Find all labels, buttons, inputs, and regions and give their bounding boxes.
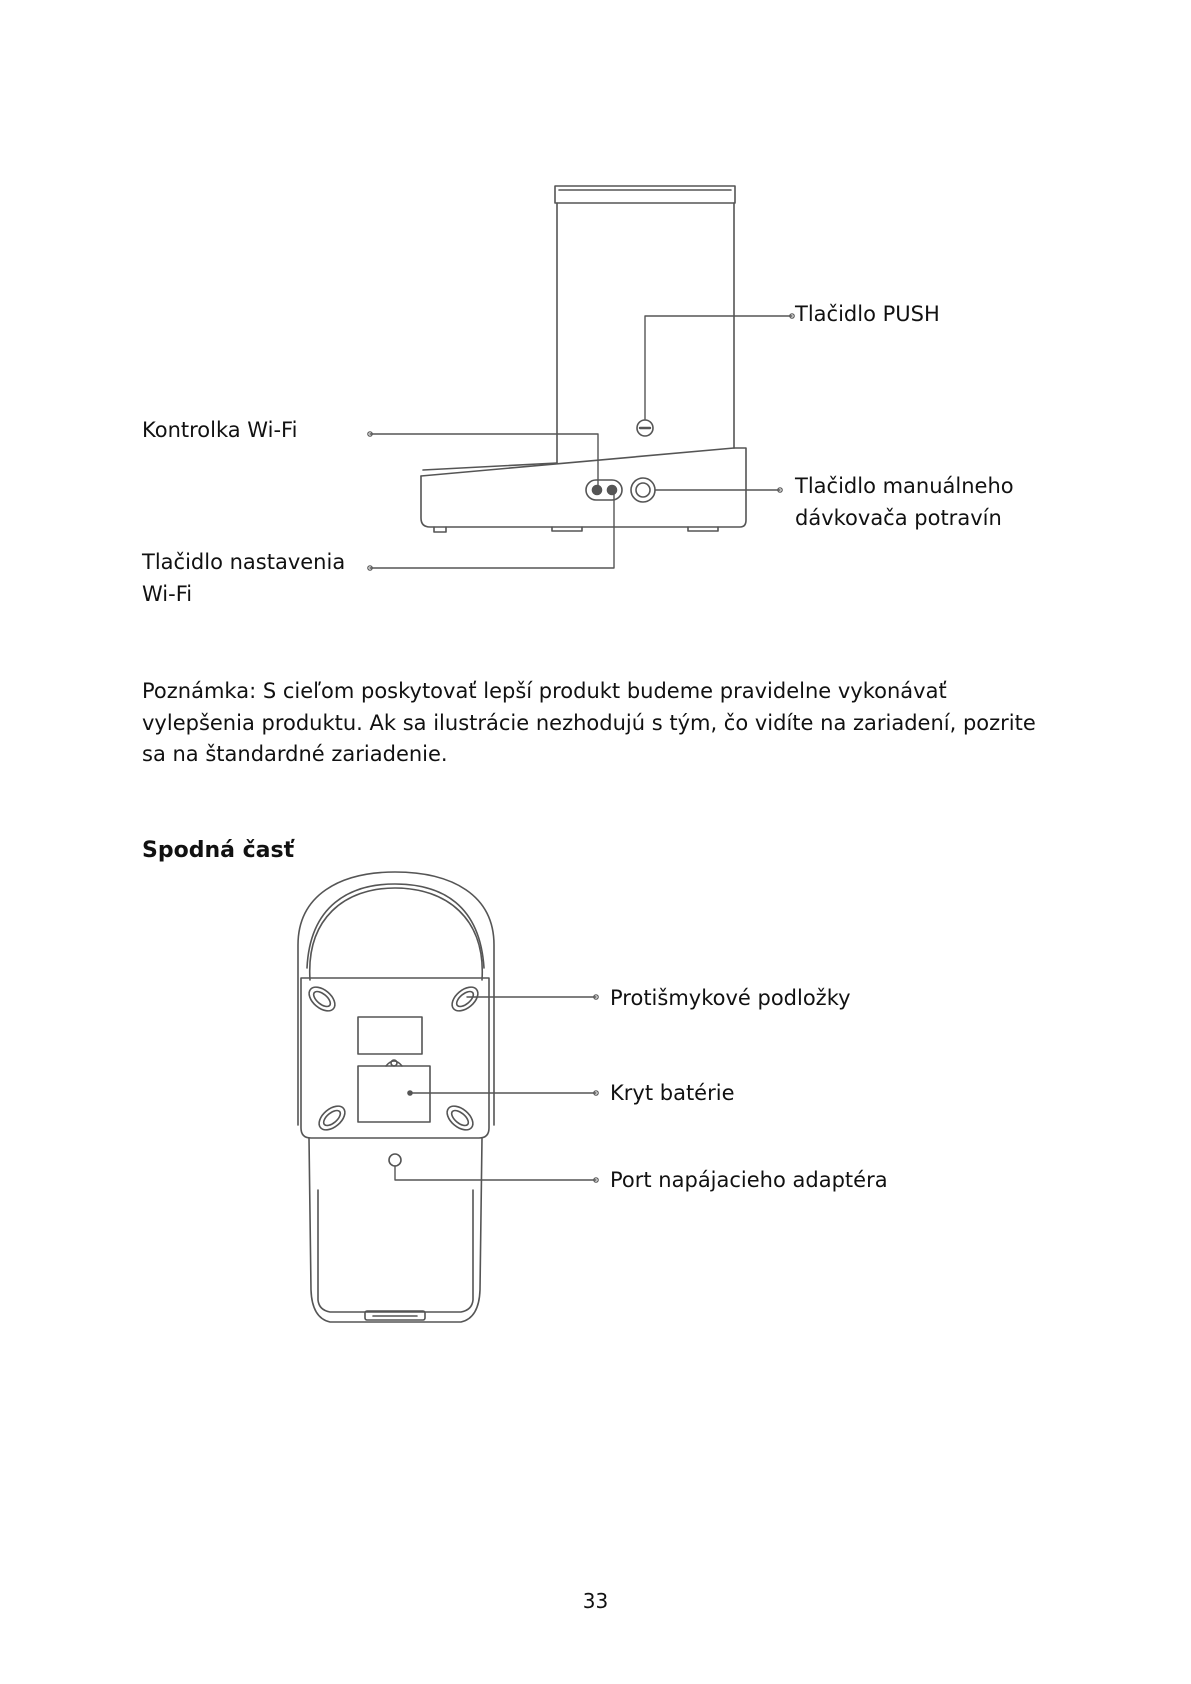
- label-battery-cover: Kryt batérie: [610, 1081, 735, 1105]
- label-wifi-indicator: Kontrolka Wi-Fi: [142, 418, 298, 442]
- page-number: 33: [582, 1589, 609, 1613]
- note-paragraph: Poznámka: S cieľom poskytovať lepší produkt budeme pravidelne vykonávať vylepšenia produktu. Ak sa ilustrácie nezhodujú s tým, čo vidíte na zariadení, pozrite sa na štandardné zariadenie.: [142, 679, 1036, 766]
- label-push-button: Tlačidlo PUSH: [795, 302, 940, 326]
- section-heading-bottom: Spodná časť: [142, 838, 295, 863]
- feeder-side-view-illustration: [368, 186, 794, 570]
- feeder-bottom-view-illustration: [298, 872, 598, 1322]
- label-wifi-setup-button-line2: Wi-Fi: [142, 582, 193, 606]
- label-power-port: Port napájacieho adaptéra: [610, 1168, 888, 1192]
- label-manual-feed-button-line2: dávkovača potravín: [795, 506, 1002, 530]
- label-wifi-setup-button-line1: Tlačidlo nastavenia: [142, 550, 346, 574]
- label-anti-slip-pads: Protišmykové podložky: [610, 986, 851, 1010]
- label-manual-feed-button-line1: Tlačidlo manuálneho: [795, 474, 1014, 498]
